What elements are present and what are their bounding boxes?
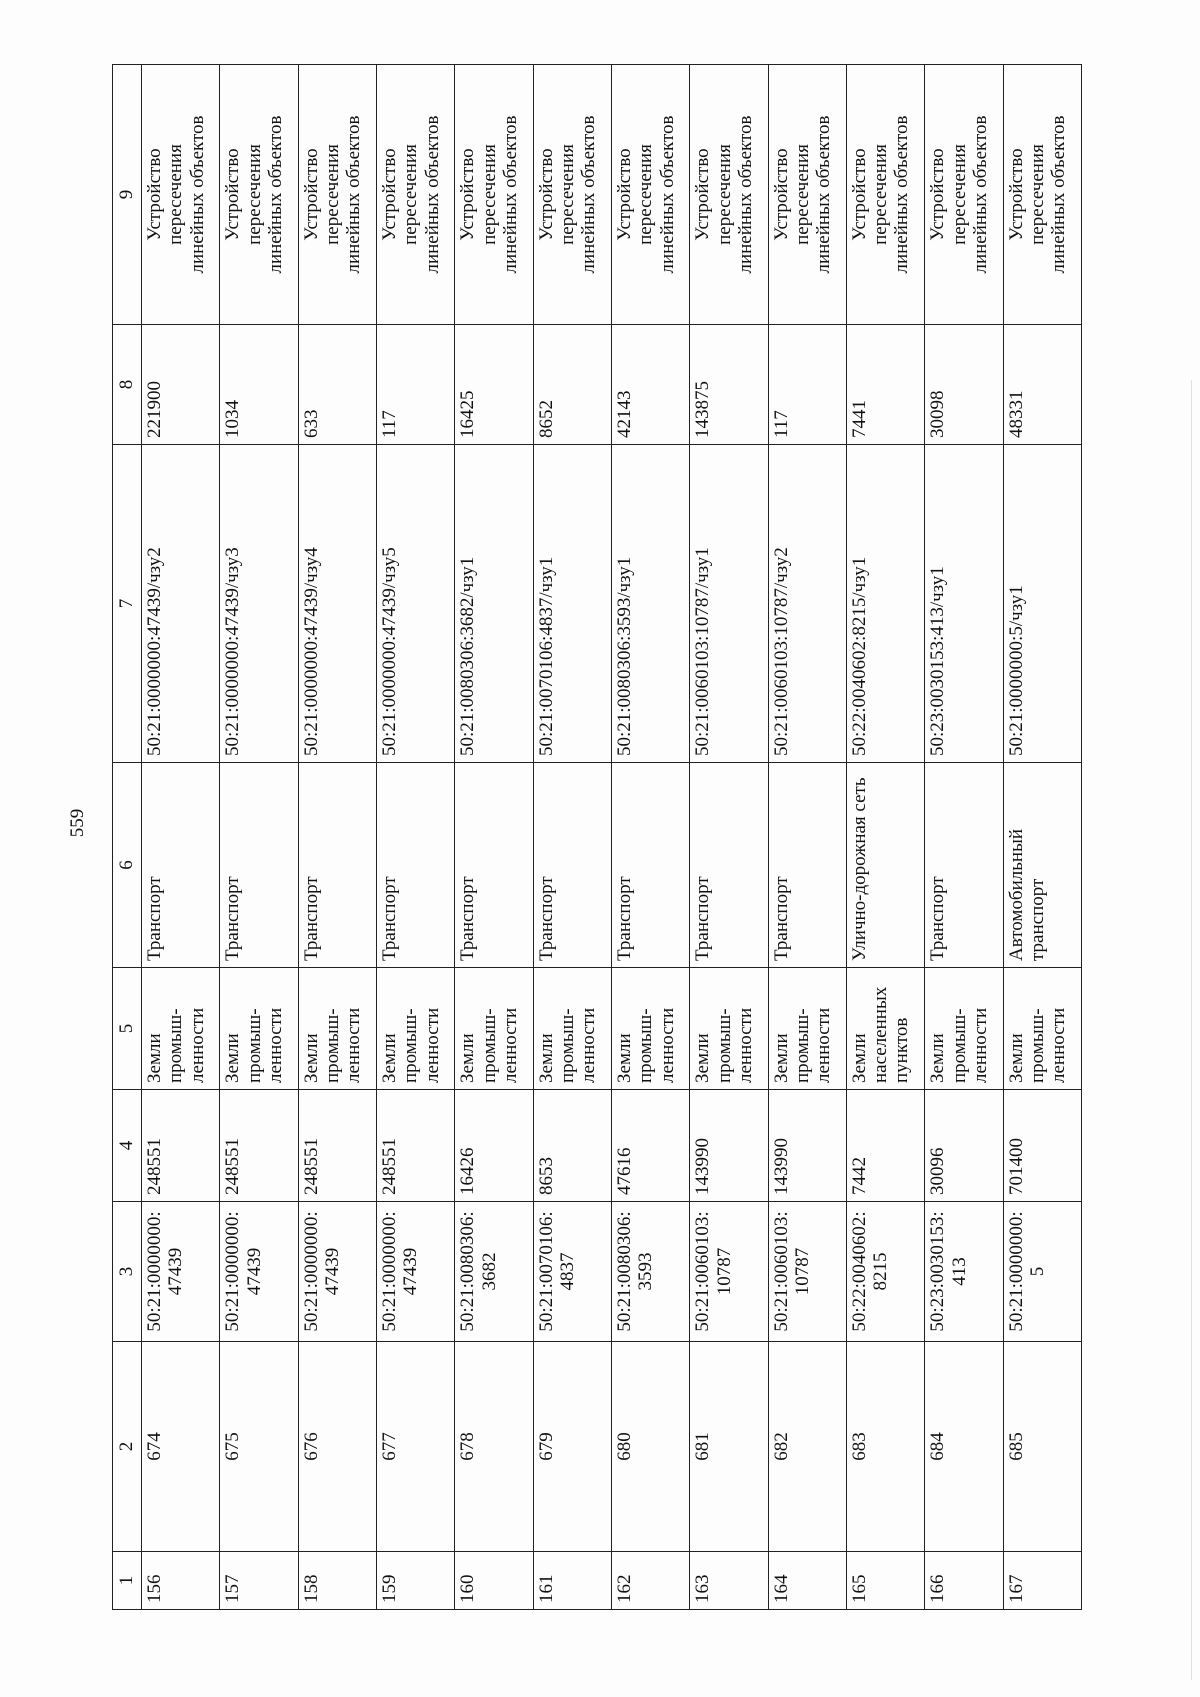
purpose-cell: Устройство пересечения линейных объектов	[690, 65, 768, 325]
land-category-cell: Земли промыш- ленности	[142, 968, 220, 1090]
permitted-use-cell: Транспорт	[455, 763, 533, 968]
land-category-cell: Земли промыш- ленности	[611, 968, 689, 1090]
purpose-cell: Устройство пересечения линейных объектов	[376, 65, 454, 325]
purpose-cell: Устройство пересечения линейных объектов	[611, 65, 689, 325]
area-cell: 8653	[533, 1090, 611, 1202]
part-number-cell: 50:21:0000000:5/чзу1	[1003, 445, 1081, 763]
land-category-cell: Земли населенных пунктов	[846, 968, 924, 1090]
purpose-cell: Устройство пересечения линейных объектов	[220, 65, 298, 325]
table-row	[846, 65, 924, 1610]
purpose-cell: Устройство пересечения линейных объектов	[533, 65, 611, 325]
table-row	[455, 65, 533, 1610]
table-row	[1003, 65, 1081, 1610]
table-row	[220, 65, 298, 1610]
row-number-cell: 163	[690, 1552, 768, 1610]
area-cell: 248551	[220, 1090, 298, 1202]
part-area-cell: 30098	[925, 325, 1003, 445]
table-row	[611, 65, 689, 1610]
permitted-use-cell: Транспорт	[220, 763, 298, 968]
permitted-use-cell: Транспорт	[611, 763, 689, 968]
area-cell: 143990	[690, 1090, 768, 1202]
cadastral-number-cell: 50:21:0080306: 3593	[611, 1202, 689, 1342]
item-number-cell: 680	[611, 1342, 689, 1552]
item-number-cell: 676	[298, 1342, 376, 1552]
row-number-cell: 162	[611, 1552, 689, 1610]
rotated-table-wrapper	[112, 65, 1082, 1610]
part-number-cell: 50:21:0000000:47439/чзу3	[220, 445, 298, 763]
item-number-cell: 675	[220, 1342, 298, 1552]
part-number-cell: 50:21:0070106:4837/чзу1	[533, 445, 611, 763]
part-area-cell: 8652	[533, 325, 611, 445]
area-cell: 7442	[846, 1090, 924, 1202]
purpose-cell: Устройство пересечения линейных объектов	[768, 65, 846, 325]
cadastral-number-cell: 50:21:0000000: 47439	[376, 1202, 454, 1342]
part-number-cell: 50:23:0030153:413/чзу1	[925, 445, 1003, 763]
cadastral-number-cell: 50:21:0000000: 5	[1003, 1202, 1081, 1342]
land-category-cell: Земли промыш- ленности	[690, 968, 768, 1090]
part-area-cell: 221900	[142, 325, 220, 445]
row-number-cell: 156	[142, 1552, 220, 1610]
cadastral-number-cell: 50:21:0000000: 47439	[220, 1202, 298, 1342]
header-row	[113, 65, 142, 1610]
row-number-cell: 161	[533, 1552, 611, 1610]
land-category-cell: Земли промыш- ленности	[220, 968, 298, 1090]
part-area-cell: 143875	[690, 325, 768, 445]
item-number-cell: 685	[1003, 1342, 1081, 1552]
item-number-cell: 679	[533, 1342, 611, 1552]
part-area-cell: 1034	[220, 325, 298, 445]
row-number-cell: 159	[376, 1552, 454, 1610]
header-cell: 8	[113, 325, 142, 445]
item-number-cell: 682	[768, 1342, 846, 1552]
land-category-cell: Земли промыш- ленности	[533, 968, 611, 1090]
header-cell: 2	[113, 1342, 142, 1552]
part-number-cell: 50:21:0000000:47439/чзу2	[142, 445, 220, 763]
part-area-cell: 42143	[611, 325, 689, 445]
table-row	[925, 65, 1003, 1610]
cadastral-number-cell: 50:21:0060103: 10787	[690, 1202, 768, 1342]
permitted-use-cell: Транспорт	[376, 763, 454, 968]
purpose-cell: Устройство пересечения линейных объектов	[298, 65, 376, 325]
permitted-use-cell: Транспорт	[925, 763, 1003, 968]
part-number-cell: 50:21:0000000:47439/чзу4	[298, 445, 376, 763]
row-number-cell: 160	[455, 1552, 533, 1610]
purpose-cell: Устройство пересечения линейных объектов	[1003, 65, 1081, 325]
table-body	[142, 65, 1082, 1610]
part-number-cell: 50:22:0040602:8215/чзу1	[846, 445, 924, 763]
table-row	[768, 65, 846, 1610]
header-cell: 5	[113, 968, 142, 1090]
purpose-cell: Устройство пересечения линейных объектов	[455, 65, 533, 325]
item-number-cell: 678	[455, 1342, 533, 1552]
header-cell: 7	[113, 445, 142, 763]
purpose-cell: Устройство пересечения линейных объектов	[142, 65, 220, 325]
purpose-cell: Устройство пересечения линейных объектов	[925, 65, 1003, 325]
item-number-cell: 677	[376, 1342, 454, 1552]
row-number-cell: 164	[768, 1552, 846, 1610]
table-row	[142, 65, 220, 1610]
permitted-use-cell: Транспорт	[142, 763, 220, 968]
land-category-cell: Земли промыш- ленности	[768, 968, 846, 1090]
header-cell: 1	[113, 1552, 142, 1610]
land-category-cell: Земли промыш- ленности	[1003, 968, 1081, 1090]
cadastral-number-cell: 50:21:0000000: 47439	[142, 1202, 220, 1342]
part-number-cell: 50:21:0080306:3682/чзу1	[455, 445, 533, 763]
land-category-cell: Земли промыш- ленности	[925, 968, 1003, 1090]
purpose-cell: Устройство пересечения линейных объектов	[846, 65, 924, 325]
permitted-use-cell: Транспорт	[690, 763, 768, 968]
item-number-cell: 684	[925, 1342, 1003, 1552]
table-row	[376, 65, 454, 1610]
permitted-use-cell: Транспорт	[768, 763, 846, 968]
item-number-cell: 674	[142, 1342, 220, 1552]
header-cell: 9	[113, 65, 142, 325]
area-cell: 248551	[376, 1090, 454, 1202]
row-number-cell: 167	[1003, 1552, 1081, 1610]
table-row	[690, 65, 768, 1610]
part-area-cell: 16425	[455, 325, 533, 445]
table-row	[298, 65, 376, 1610]
cadastral-number-cell: 50:21:0060103: 10787	[768, 1202, 846, 1342]
table-row	[533, 65, 611, 1610]
cadastral-number-cell: 50:22:0040602: 8215	[846, 1202, 924, 1342]
land-category-cell: Земли промыш- ленности	[376, 968, 454, 1090]
permitted-use-cell: Улично-дорожная сеть	[846, 763, 924, 968]
permitted-use-cell: Транспорт	[533, 763, 611, 968]
part-number-cell: 50:21:0080306:3593/чзу1	[611, 445, 689, 763]
area-cell: 248551	[142, 1090, 220, 1202]
part-number-cell: 50:21:0060103:10787/чзу1	[690, 445, 768, 763]
area-cell: 47616	[611, 1090, 689, 1202]
cadastral-number-cell: 50:21:0080306: 3682	[455, 1202, 533, 1342]
part-number-cell: 50:21:0000000:47439/чзу5	[376, 445, 454, 763]
part-area-cell: 633	[298, 325, 376, 445]
row-number-cell: 158	[298, 1552, 376, 1610]
scan-edge-line	[1191, 380, 1192, 1680]
cadastral-number-cell: 50:23:0030153: 413	[925, 1202, 1003, 1342]
permitted-use-cell: Автомобильный транспорт	[1003, 763, 1081, 968]
header-cell: 4	[113, 1090, 142, 1202]
land-category-cell: Земли промыш- ленности	[455, 968, 533, 1090]
cadastral-number-cell: 50:21:0070106: 4837	[533, 1202, 611, 1342]
row-number-cell: 166	[925, 1552, 1003, 1610]
land-category-cell: Земли промыш- ленности	[298, 968, 376, 1090]
cadastral-number-cell: 50:21:0000000: 47439	[298, 1202, 376, 1342]
part-area-cell: 117	[768, 325, 846, 445]
item-number-cell: 681	[690, 1342, 768, 1552]
part-number-cell: 50:21:0060103:10787/чзу2	[768, 445, 846, 763]
permitted-use-cell: Транспорт	[298, 763, 376, 968]
area-cell: 30096	[925, 1090, 1003, 1202]
item-number-cell: 683	[846, 1342, 924, 1552]
area-cell: 143990	[768, 1090, 846, 1202]
part-area-cell: 7441	[846, 325, 924, 445]
area-cell: 701400	[1003, 1090, 1081, 1202]
land-plots-table	[112, 64, 1082, 1610]
header-cell: 6	[113, 763, 142, 968]
part-area-cell: 48331	[1003, 325, 1081, 445]
part-area-cell: 117	[376, 325, 454, 445]
area-cell: 16426	[455, 1090, 533, 1202]
page-number: 559	[67, 808, 88, 838]
header-cell: 3	[113, 1202, 142, 1342]
row-number-cell: 157	[220, 1552, 298, 1610]
row-number-cell: 165	[846, 1552, 924, 1610]
area-cell: 248551	[298, 1090, 376, 1202]
